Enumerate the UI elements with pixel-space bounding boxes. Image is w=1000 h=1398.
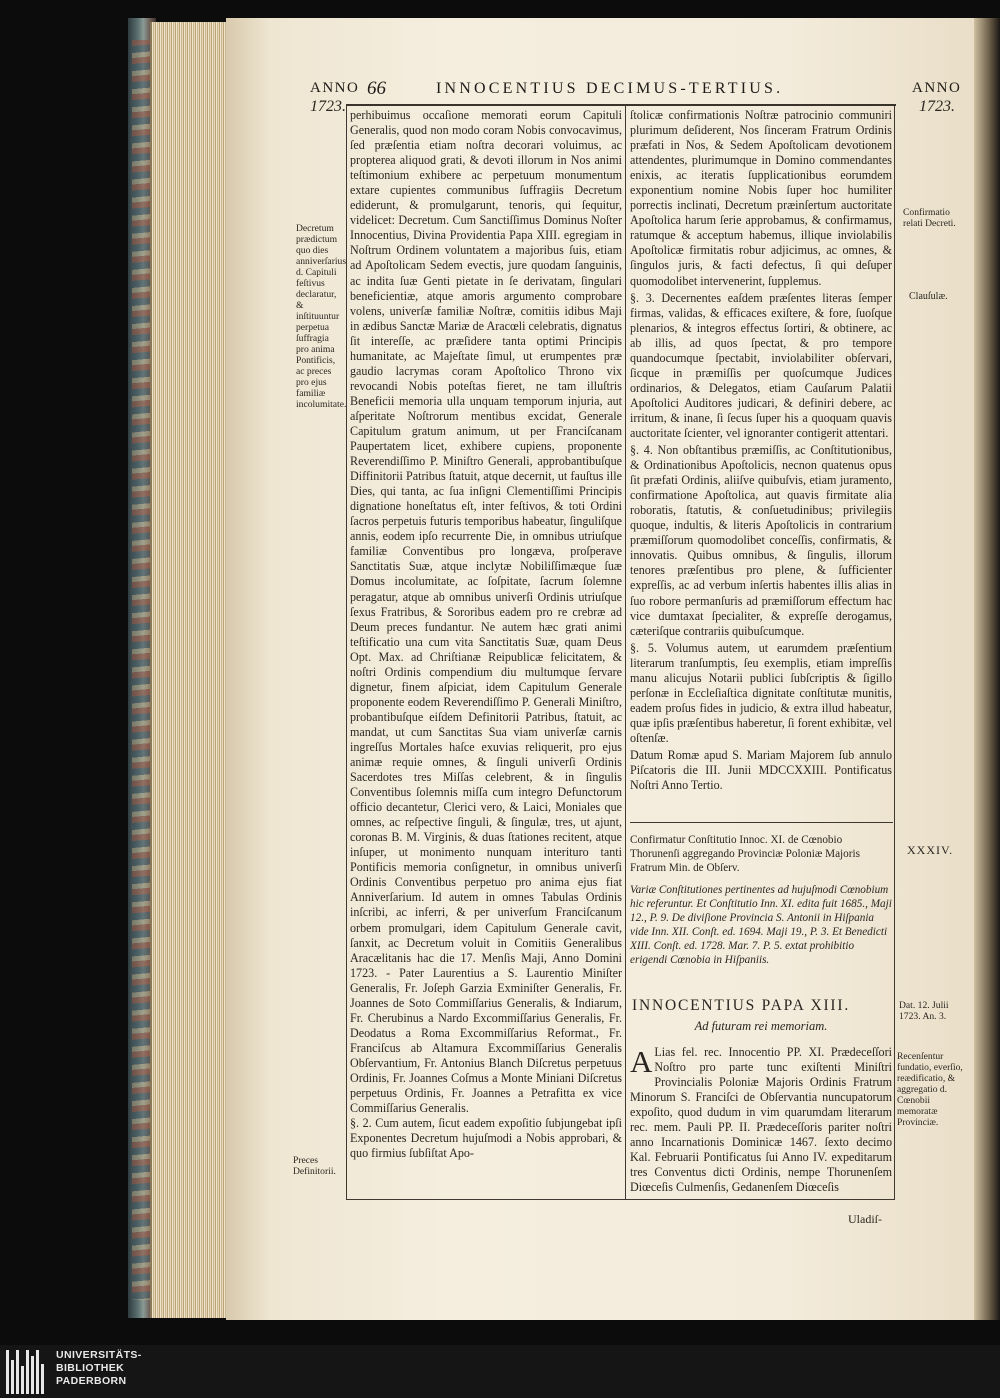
catchword: Uladiſ- bbox=[848, 1212, 882, 1226]
constitution-summary: Confirmatur Conſtitutio Innoc. XI. de Cœnobio Thorunenſi aggregando Provinciæ Poloniæ Majoris Fratrum Min. de Obſerv. bbox=[630, 834, 860, 874]
constitution-references: Variæ Conſtitutiones pertinentes ad hujuſmodi Cœnobium hic referuntur. Et Conſtitutio Inn. XI. edita fuit 1685., Maji 12., P. 9. De diviſione Provincia S. Antonii in Hiſpania vide Inn. XII. Conſt. ed. 1694. Maji 19., P. 3. Et Benedicti XIII. Conſt. ed. 1728. Mar. 7. P. 5. extat prohibitio erigendi Cœnobia in Hiſpaniis. bbox=[630, 884, 892, 966]
frame-rule-middle bbox=[625, 104, 626, 1200]
text-column-right bbox=[630, 108, 892, 793]
page-fold-shadow bbox=[974, 18, 1000, 1320]
paragraph: §. 4. Non obſtantibus præmiſſis, ac Conſtitutionibus, & Ordinationibus Apoſtolicis, necnon quatenus opus ſit præfati Ordinis, aliiſve quibuſvis, etiam juramento, confirmatione Apoſtolica, aut quavis firmitate alia roboratis, ſtatutis, & conſuetudinibus; privilegiis quoque, indultis, & literis Apoſtolicis in contrarium præmiſſorum quomodolibet conceſſis, confirmatis, & innovatis. Quibus omnibus, & ſingulis, illorum tenores præſentibus pro plene, & ſufficienter expreſſis, ac ad verbum inſertis habentes illis alias in ſuo robore permanſuris ad præmiſſorum effectum hac vice dumtaxat ſpecialiter, & expreſſe derogamus, cæteriſque contrariis quibuſcumque. bbox=[630, 443, 892, 638]
paragraph: Datum Romæ apud S. Mariam Majorem ſub annulo Piſcatoris die III. Junii MDCCXXIII. Pontificatus Noſtri Anno Tertio. bbox=[630, 747, 892, 793]
running-title: INNOCENTIUS DECIMUS-TERTIUS. bbox=[436, 80, 784, 97]
paragraph: §. 2. Cum autem, ſicut eadem expoſitio ſubjungebat ipſi Exponentes Decretum hujuſmodi a Nobis approbari, & quo firmius ſubſiſtat Apo- bbox=[350, 1116, 622, 1161]
header-anno-left: ANNO bbox=[310, 80, 360, 96]
page-number: 66 bbox=[367, 78, 386, 99]
library-logo-line: BIBLIOTHEK bbox=[56, 1362, 125, 1374]
library-logo-line: PADERBORN bbox=[56, 1375, 127, 1387]
bull-text bbox=[630, 1045, 892, 1195]
header-year-right: 1723. bbox=[919, 98, 955, 115]
margin-note-clausulae: Clauſulæ. bbox=[909, 291, 948, 302]
drop-initial: A bbox=[630, 1044, 653, 1079]
library-logo-icon bbox=[6, 1350, 48, 1394]
margin-note-preces: Preces Definitorii. bbox=[293, 1155, 336, 1177]
header-anno-right: ANNO bbox=[912, 80, 962, 96]
margin-note-decretum: Decretum prædictum quo dies anniverſarius d. Capituli feſtivus declaratur, & inſtituuntur perpetua ſuffragia pro anima Pontificis, ac preces pro ejus familiæ incolumitate. bbox=[296, 223, 347, 410]
pope-subheading: Ad futuram rei memoriam. bbox=[694, 1019, 828, 1033]
bull-body: Lias fel. rec. Innocentio PP. XI. Prædeceſſori Noſtro pro parte tunc exiſtenti Miniſtri Provincialis Poloniæ Majoris Ordinis Fratrum Minorum S. Franciſci de Obſervantia nuncupatorum expoſito, quod dudum in vim quarumdam literarum rec. mem. Pauli PP. II. Prædeceſſoris pariter noſtri anno Incarnationis Dominicæ 1467. ſexto decimo Kal. Februarii Pontificatus ſui Anno IV. expeditarum tres Conventus dicti Ordinis, nempe Thorunenſem Diœceſis Culmenſis, Gedanenſem Diœceſis bbox=[630, 1045, 892, 1195]
library-footer bbox=[0, 1345, 1000, 1398]
text-column-left bbox=[350, 108, 622, 1161]
margin-note-number: XXXIV. bbox=[907, 843, 954, 857]
frame-rule-bottom bbox=[346, 1199, 895, 1200]
margin-note-date: Dat. 12. Julii 1723. An. 3. bbox=[899, 1000, 949, 1022]
margin-note-recensentur: Recenſentur fundatio, everſio, reædificatio, & aggregatio d. Cœnobii memoratæ Provinciæ. bbox=[897, 1051, 963, 1128]
library-logo-text bbox=[56, 1349, 142, 1388]
paragraph: §. 5. Volumus autem, ut earumdem præſentium literarum tranſumptis, ſeu exemplis, etiam impreſſis manu alicujus Notarii publici ſubſcriptis & ſigillo perſonæ in Eccleſiaſtica dignitate conſtitutæ munitis, eadem proſus fides in judicio, & extra illud habeatur, quæ ipſis præſentibus haberetur, ſi forent exhibitæ, vel oſtenſæ. bbox=[630, 640, 892, 745]
marbled-endpaper bbox=[132, 40, 150, 1300]
header-year-left: 1723. bbox=[310, 98, 346, 115]
header-rule bbox=[346, 104, 896, 106]
paragraph: §. 3. Decernentes eaſdem præſentes literas ſemper firmas, validas, & efficaces exiſtere, & fore, ſuoſque plenarios, & integros effectus ſortiri, & obtinere, ac ab illis, ad quos ſpectat, & pro tempore quandocumque ſpectabit, inviolabiliter obſervari, ſicque in præmiſſis per quoſcumque Judices ordinarios, & Delegatos, etiam Cauſarum Palatii Apoſtolici Auditores judicari, & definiri debere, ac irritum, & inane, ſi ſecus ſuper his a quoquam quavis auctoritate ſcienter, vel ignoranter contigerit attentari. bbox=[630, 290, 892, 440]
section-rule bbox=[630, 822, 893, 823]
paragraph: perhibuimus occaſione memorati eorum Capituli Generalis, quod non modo coram Nobis convocavimus, ſed præſentia etiam noſtra decorari voluimus, ac propterea aliquod grati, & devoti illorum in Nos animi teſtimonium exhibere ac perpetuum monumentum extare cupientes communibus ſuffragiis Decretum ediderunt, & promulgarunt, tenoris, qui ſequitur, videlicet: Decretum. Cum Sanctiſſimus Dominus Noſter Innocentius, Divina Providentia Papa XIII. egregiam in Noſtrum Ordinem voluntatem a majoribus ſuis, etiam ad Apoſtolicam Sedem evectis, jure quodam ſanguinis, ac indita ſuæ Genti pietate in ſe derivatam, ſingulari beneficientiæ, atque amoris argumento comprobare volens, univerſæ familiæ Noſtræ, comitiis idibus Maji in ædibus Sanctæ Mariæ de Aracœli celebratis, dignatus ſit intereſſe, ac præſidere tanta optimi Principis humanitate, ac Majeſtate ſimul, ut erumpentes præ gaudio lacrymas coram Apoſtolico Throno vix revocandi Nobis poteſtas fieret, ne tam illuſtris Beneficii memoria ulla unquam temporum injuria, aut aſperitate Noſtrorum mentibus excidat, Generale Capitulum gratum animum, ut per Franciſcanam Paupertatem licet, exhibere cupiens, proponente Reverendiſſimo P. Miniſtro Generali, approbantibuſque Diffinitorii Patribus ſtatuit, atque decernit, ut fauſtus ille Dies, qui tanta, ac ſua inſigni Clementiſſimi Principis dignatione honeſtatus eſt, inter feſtivos, & toti Ordini ſacros perpetuis futuris temporibus habeatur, ſinguliſque annis, eodem ipſo recurrente Die, in omnibus utriuſque familiæ Conventibus pro longæva, proſperave Sanctitatis Suæ, atque inclytæ Nobiliſſimæque ſuæ Domus incolumitate, ac ſoſpitate, ſacrum ſolemne peragatur, atque ab omnibus univerſi Ordinis utriuſque ſexus Fratribus, & Sororibus eadem pro re crebræ ad Deum preces fundantur. Ne autem hæc grati animi teſtificatio una cum vita Sanctitatis Suæ, quam Deus Opt. Max. ad Chriſtianæ Reipublicæ felicitatem, & noſtri Ordinis compendium diu multumque ſervare dignetur, finem aſpiciat, idem Capitulum Generale proponente eodem Reverendiſſimo P. Generali Miniſtro, probantibuſque eiſdem Definitorii Patribus, ſtatuit, ac mandat, ut cum Sanctitas Sua viam univerſæ carnis ingreſſus Mortales haſce exuvias reliquerit, pro ejus animæ requie omnes, & ſinguli univerſi Ordinis Sacerdotes tres Miſſas celebrent, & in ſingulis Conventibus ſolemnis miſſa cum integro Defunctorum officio decantetur, Clerici vero, & Laici, Moniales que omnes, ac reſpective ſinguli, & ſingulæ, tres, ut ajunt, coronas B. M. Virginis, & duas ſtationes recitent, atque inſuper, ut monimento nunquam interituro tanti Pontificis memoria conſignetur, in omnibus univerſi Ordinis Conventibus perpetuo pro anima ejus fiat Anniverſarium. Id autem in omnes Tabulas Ordinis inſcribi, ac inferri, & per univerſum Franciſcanum orbem promulgari, idem Capitulum Generale cavit, ſanxit, ac Decretum voluit in Comitiis Generalibus Aracælitanis hac die 17. Menſis Maji, Anno Domini 1723. - Pater Laurentius a S. Laurentio Miniſter Generalis, Fr. Joſeph Garzia Exminiſter Generalis, Fr. Joannes de Soto Commiſſarius Generalis, & Indiarum, Fr. Cherubinus a Nardo Excommiſſarius Generalis, Fr. Deodatus a Roma Excommiſſarius Reformat., Fr. Franciſcus ab Altamura Excommiſſarius Generalis Obſervantium, Fr. Antonius Blanch Diſcretus perpetuus Ordinis, Fr. Joannes Coſmus a Monte Miniani Diſcretus perpetuus Ordinis, Fr. Joannes a Petrafitta ex vice Commiſſarius Generalis. bbox=[350, 108, 622, 1116]
frame-rule-left bbox=[346, 104, 347, 1200]
library-logo-line: UNIVERSITÄTS- bbox=[56, 1349, 142, 1361]
margin-note-confirmatio: Confirmatio relati Decreti. bbox=[903, 207, 956, 229]
page-edges bbox=[150, 22, 228, 1318]
pope-heading: INNOCENTIUS PAPA XIII. bbox=[632, 997, 851, 1014]
paragraph: ſtolicæ confirmationis Noſtræ patrocinio communiri plurimum deſiderent, Nos ſinceram Fratrum Ordinis præfati in Nos, & Sedem Apoſtolicam devotionem attendentes, plurimumque in Domino commendantes enixis, ac iteratis ſupplicationibus eorumdem exponentium nomine Nobis ſuper hoc humiliter porrectis inclinati, Decretum præinſertum auctoritate Apoſtolica harum ſerie approbamus, & confirmamus, ratumque & acceptum habemus, illique inviolabilis Apoſtolicæ firmitatis robur adjicimus, ac omnes, & ſingulos juris, & facti defectus, ſi qui deſuper quomodolibet intervenerint, ſupplemus. bbox=[630, 108, 892, 288]
frame-rule-right bbox=[894, 104, 895, 1200]
